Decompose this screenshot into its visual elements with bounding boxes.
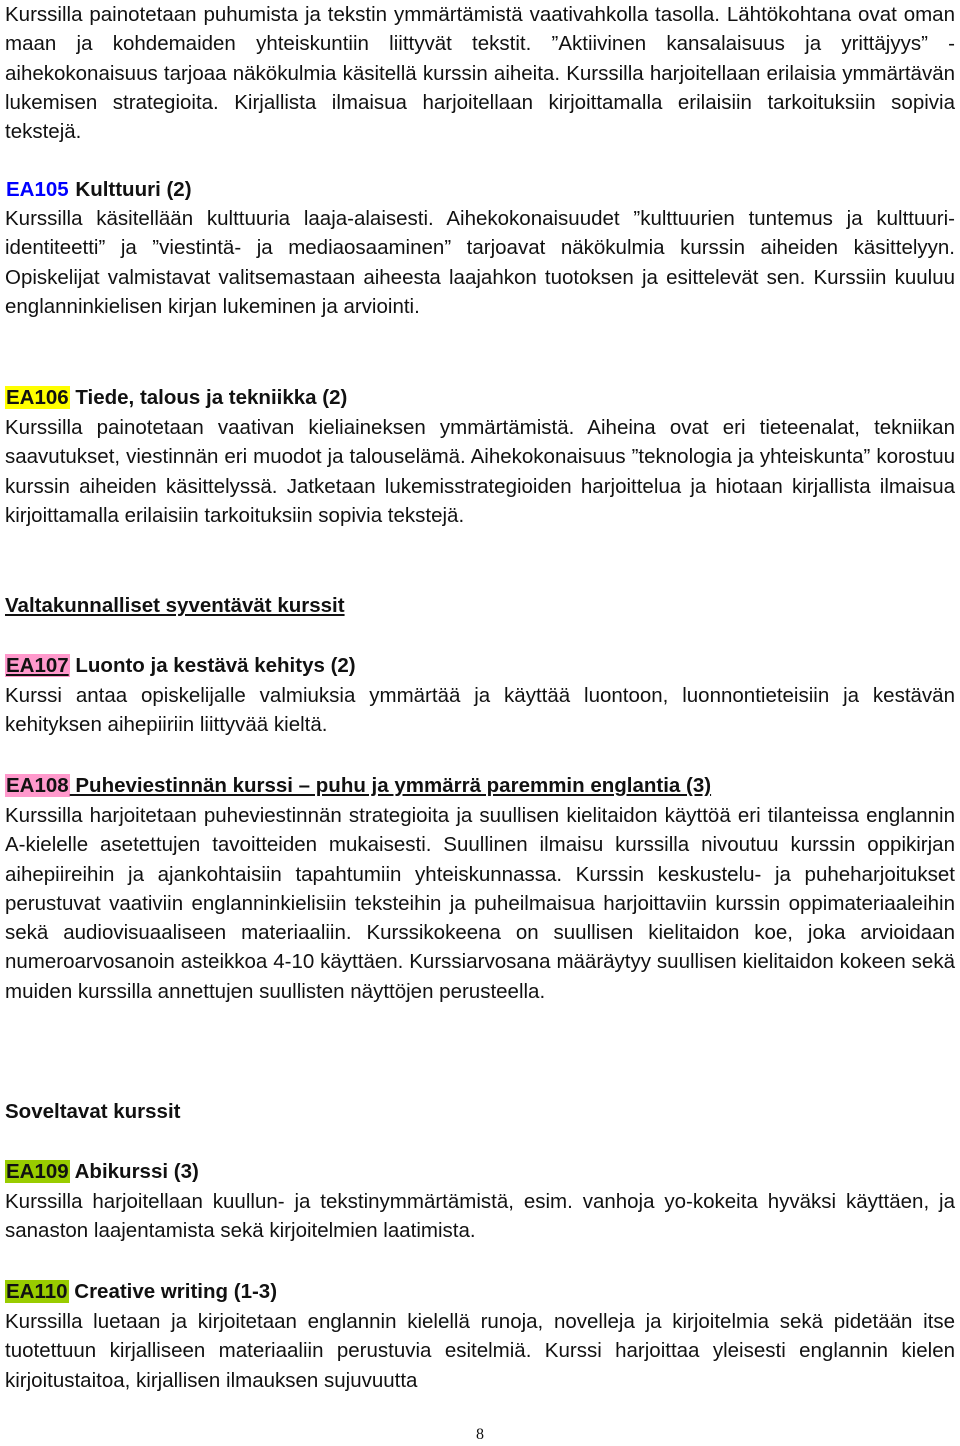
course-body-ea105: Kurssilla käsitellään kulttuuria laaja-alaisesti. Aihekokonaisuudet ”kulttuurien tuntemus ja kulttuuri-identiteetti” ja ”viestintä- ja mediaosaaminen” tarjoavat näkökulmia kurssin aiheiden käsittelyyn. Opiskelijat valmistavat valitsemastaan aiheesta laajahkon tuotoksen ja esittelevät sen. Kurssiin kuuluu englanninkielisen kirjan lukeminen ja arviointi. [5,207,955,318]
course-code-ea108: EA108 [6,774,69,797]
section-heading-advanced: Valtakunnalliset syventävät kurssit [5,594,345,617]
course-title-ea109: Abikurssi (3) [69,1160,199,1183]
course-body-ea110: Kurssilla luetaan ja kirjoitetaan englannin kielellä runoja, novelleja ja kirjoitelmia sekä pidetään itse tuotettuun kirjalliseen materiaaliin perustuvia esitelmiä. Kurssi harjoittaa yleisesti englannin kielen kirjoitustaitoa, kirjallisen ilmauksen sujuvuutta [5,1310,955,1392]
course-body-ea107: Kurssi antaa opiskelijalle valmiuksia ymmärtää ja käyttää luontoon, luonnontieteisiin ja kestävän kehityksen aihepiiriin liittyvää kieltä. [5,684,955,737]
course-title-ea105: Kulttuuri (2) [69,178,192,201]
course-code-ea105: EA105 [6,178,69,201]
course-code-ea107: EA107 [6,654,69,677]
course-body-ea106: Kurssilla painotetaan vaativan kieliaineksen ymmärtämistä. Aiheina ovat eri tieteenalat, tekniikan saavutukset, viestinnän eri muodot ja talouselämä. Aihekokonaisuus ”teknologia ja yhteiskunta” korostuu kurssin aiheiden käsittelyssä. Jatketaan lukemisstrategioiden harjoittelua ja hiotaan kirjallista ilmaisua kirjoittamalla erilaisiin tarkoituksiin sopivia tekstejä. [5,416,955,527]
page-number: 8 [476,1426,484,1443]
course-title-ea108: Puheviestinnän kurssi – puhu ja ymmärrä paremmin englantia (3) [69,774,712,797]
course-code-ea110: EA110 [6,1280,68,1303]
course-body-ea108: Kurssilla harjoitetaan puheviestinnän strategioita ja suullisen kielitaidon käyttöä eri tilanteissa englannin A-kielelle asetettujen tavoitteiden mukaisesti. Suullinen ilmaisu kurssilla nivoutuu kurssin oppikirjan aihepiireihin ja ajankohtaisiin tapahtumiin yhteiskunnassa. Kurssin keskustelu- ja puheharjoitukset perustuvat vaativiin englanninkielisiin teksteihin ja puheilmaisua harjoittaviin kurssin oppimateriaaleihin sekä audiovisuaaliseen materiaaliin. Kurssikokeena on suullisen kielitaidon koe, joka arvioidaan numeroarvosanoin asteikkoa 4-10 käyttäen. Kurssiarvosana määräytyy suullisen kielitaidon kokeen sekä muiden kurssilla annettujen suullisten näyttöjen perusteella. [5,804,955,1003]
course-heading-ea106 [5,383,955,412]
course-code-ea106: EA106 [6,386,69,409]
course-body-ea109: Kurssilla harjoitellaan kuullun- ja tekstinymmärtämistä, esim. vanhoja yo-kokeita hyväksi käyttäen, ja sanaston laajentamista sekä kirjoitelmien laatimista. [5,1190,955,1243]
course-heading-ea105 [5,175,955,204]
section-heading-applied: Soveltavat kurssit [5,1100,181,1123]
course-title-ea110: Creative writing (1-3) [68,1280,278,1303]
course-title-ea106: Tiede, talous ja tekniikka (2) [69,386,348,409]
course-code-ea109: EA109 [6,1160,69,1183]
course-heading-ea110 [5,1277,955,1306]
course-title-ea107: Luonto ja kestävä kehitys (2) [69,654,356,677]
course-heading-ea108 [5,771,955,800]
course-heading-ea107 [5,651,955,680]
intro-paragraph: Kurssilla painotetaan puhumista ja tekstin ymmärtämistä vaativahkolla tasolla. Lähtökohtana ovat oman maan ja kohdemaiden yhteiskuntiin liittyvät tekstit. ”Aktiivinen kansalaisuus ja yrittäjyys” -aihekokonaisuus tarjoaa näkökulmia käsitellä kurssin aiheita. Kurssilla harjoitellaan erilaisia ymmärtävän lukemisen strategioita. Kirjallista ilmaisua harjoitellaan kirjoittamalla erilaisiin tarkoituksiin sopivia tekstejä. [5,3,955,144]
course-heading-ea109 [5,1157,955,1186]
